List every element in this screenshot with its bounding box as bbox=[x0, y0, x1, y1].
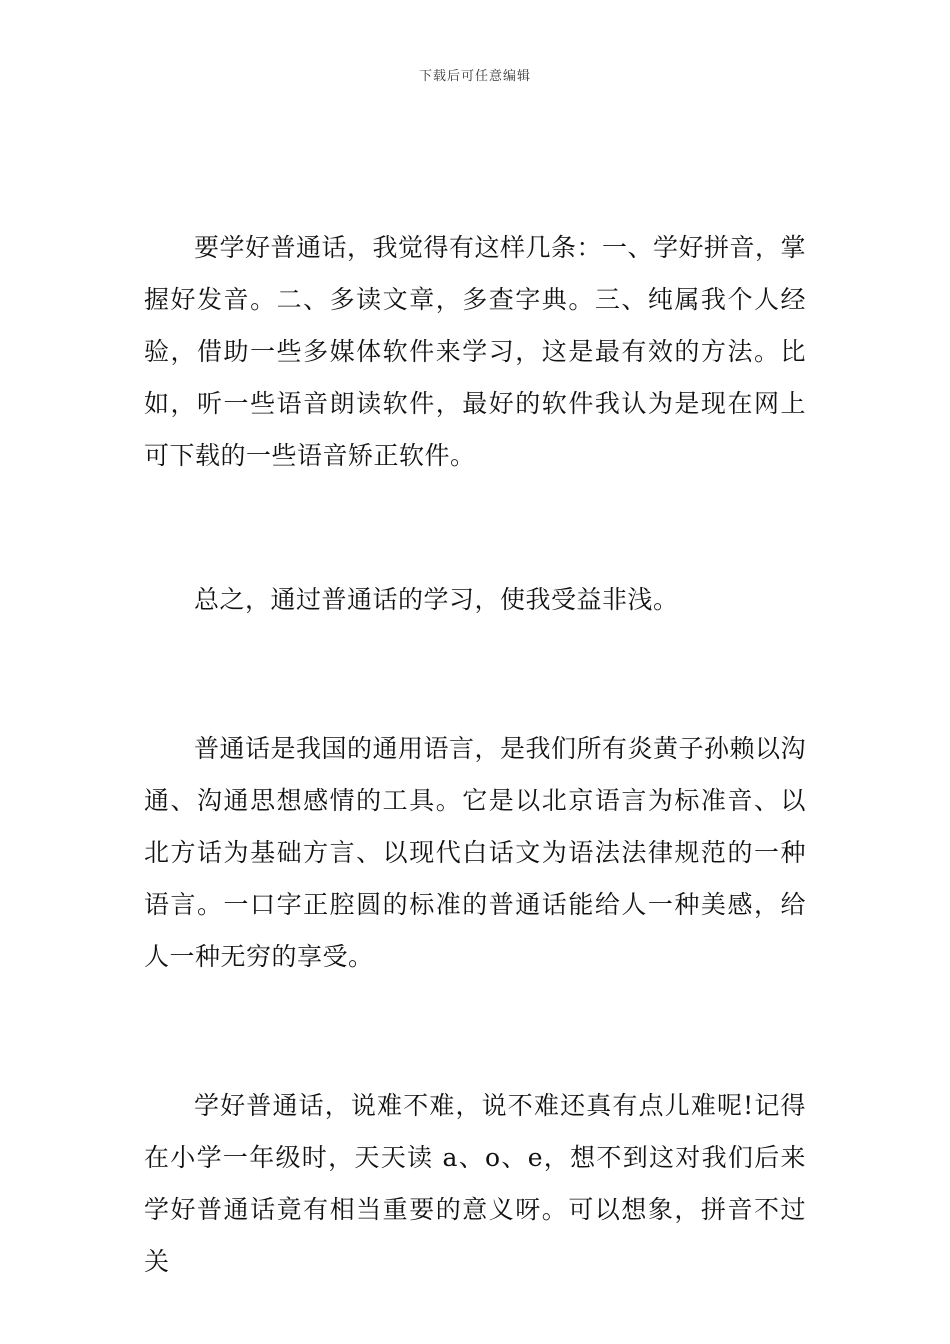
paragraph-learning-difficulty: 学好普通话，说难不难，说不难还真有点儿难呢!记得在小学一年级时，天天读 a、o、e，想不到这对我们后来学好普通话竟有相当重要的意义呀。可以想象，拼音不过关 bbox=[144, 1091, 806, 1276]
paragraph-putonghua-intro: 普通话是我国的通用语言，是我们所有炎黄子孙赖以沟通、沟通思想感情的工具。它是以北京语言为标准音、以北方话为基础方言、以现代白话文为语法法律规范的一种语言。一口字正腔圆的标准的普通话能给人一种美感，给人一种无穷的享受。 bbox=[144, 734, 807, 971]
document-body bbox=[144, 222, 806, 1288]
paragraph-learning-tips: 要学好普通话，我觉得有这样几条：一、学好拼音，掌握好发音。二、多读文章，多查字典。三、纯属我个人经验，借助一些多媒体软件来学习，这是最有效的方法。比如，听一些语音朗读软件，最好的软件我认为是现在网上可下载的一些语音矫正软件。 bbox=[144, 233, 807, 470]
paragraph-spacer bbox=[144, 983, 806, 1080]
paragraph-spacer bbox=[144, 626, 806, 723]
paragraph-conclusion: 总之，通过普通话的学习，使我受益非浅。 bbox=[194, 585, 679, 614]
paragraph-spacer bbox=[144, 482, 806, 574]
page-header: 下载后可任意编辑 bbox=[418, 69, 531, 84]
